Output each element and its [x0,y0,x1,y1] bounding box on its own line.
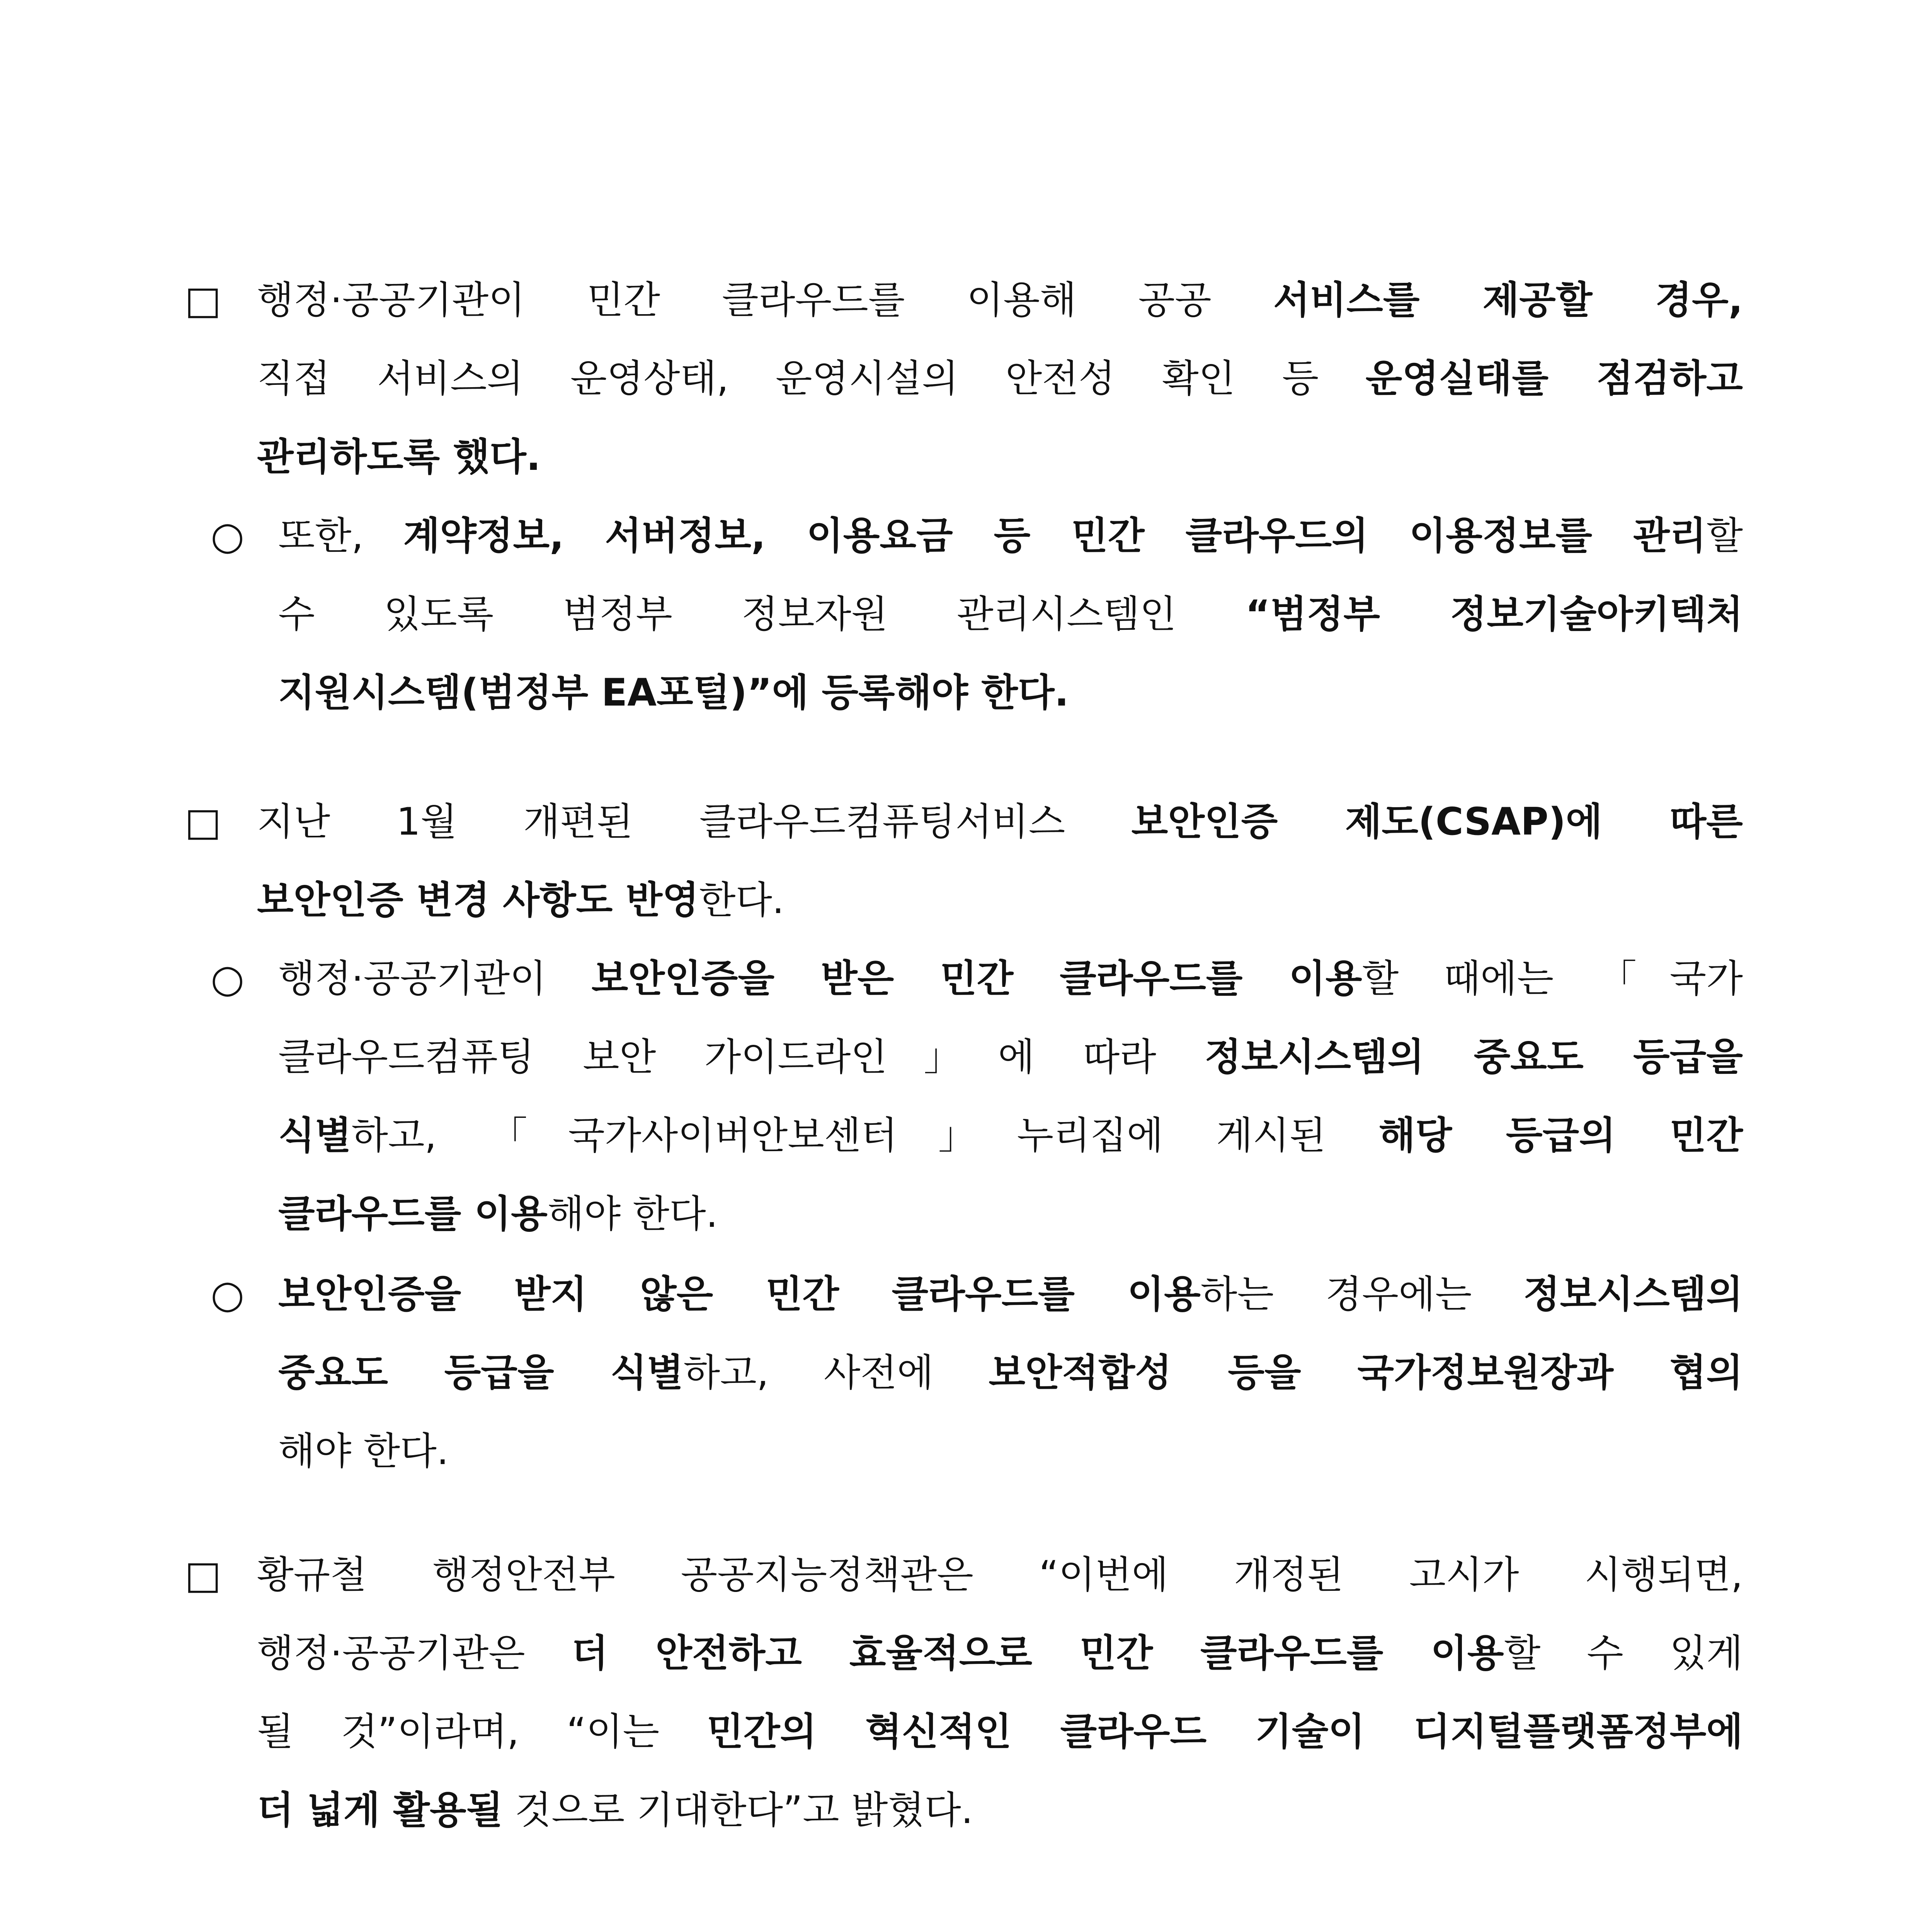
circle-bullet-icon: ○ [211,956,245,1001]
square-bullet-icon: □ [185,799,221,844]
section-1-sub-1-line-2: 수 있도록 범정부 정보자원 관리시스템인 “범정부 정보기술아키텍처 [278,592,1743,636]
section-2-sub-1-line-2: 클라우드컴퓨팅 보안 가이드라인」에 따라 정보시스템의 중요도 등급을 [278,1035,1743,1079]
section-2-sub-2-line-1: 보안인증을 받지 않은 민간 클라우드를 이용하는 경우에는 정보시스템의 [278,1272,1743,1316]
section-2-sub-2-line-3: 해야 한다. [278,1429,449,1473]
section-1-line-2: 직접 서비스의 운영상태, 운영시설의 안전성 확인 등 운영실태를 점검하고 [257,357,1743,401]
section-1-line-3: 관리하도록 했다. [257,435,541,479]
section-2-sub-1-line-1: 행정·공공기관이 보안인증을 받은 민간 클라우드를 이용할 때에는 「국가 [278,957,1743,1001]
section-1-sub-1-line-1: 또한, 계약정보, 서버정보, 이용요금 등 민간 클라우드의 이용정보를 관리할 [278,514,1743,558]
section-3-line-2: 행정·공공기관은 더 안전하고 효율적으로 민간 클라우드를 이용할 수 있게 [257,1631,1743,1675]
circle-bullet-icon: ○ [211,513,245,558]
circle-bullet-icon: ○ [211,1272,245,1317]
section-2-sub-1-line-4: 클라우드를 이용해야 한다. [278,1192,718,1236]
section-2-line-1: 지난 1월 개편된 클라우드컴퓨팅서비스 보안인증 제도(CSAP)에 따른 [257,800,1743,844]
section-3-line-1: 황규철 행정안전부 공공지능정책관은 “이번에 개정된 고시가 시행되면, [257,1553,1743,1597]
section-2-sub-1-line-3: 식별하고, 「국가사이버안보센터」누리집에 게시된 해당 등급의 민간 [278,1114,1743,1158]
section-2-line-2: 보안인증 변경 사항도 반영한다. [257,878,784,922]
section-1-line-1: 행정·공공기관이 민간 클라우드를 이용해 공공 서비스를 제공할 경우, [257,278,1743,322]
square-bullet-icon: □ [185,1552,221,1597]
section-1-sub-1-line-3: 지원시스템(범정부 EA포털)”에 등록해야 한다. [278,671,1069,715]
section-3-line-4: 더 넓게 활용될 것으로 기대한다”고 밝혔다. [257,1788,973,1832]
section-2-sub-2-line-2: 중요도 등급을 식별하고, 사전에 보안적합성 등을 국가정보원장과 협의 [278,1351,1743,1395]
square-bullet-icon: □ [185,277,221,323]
section-3-line-3: 될 것”이라며, “이는 민간의 혁신적인 클라우드 기술이 디지털플랫폼정부에 [257,1710,1743,1754]
